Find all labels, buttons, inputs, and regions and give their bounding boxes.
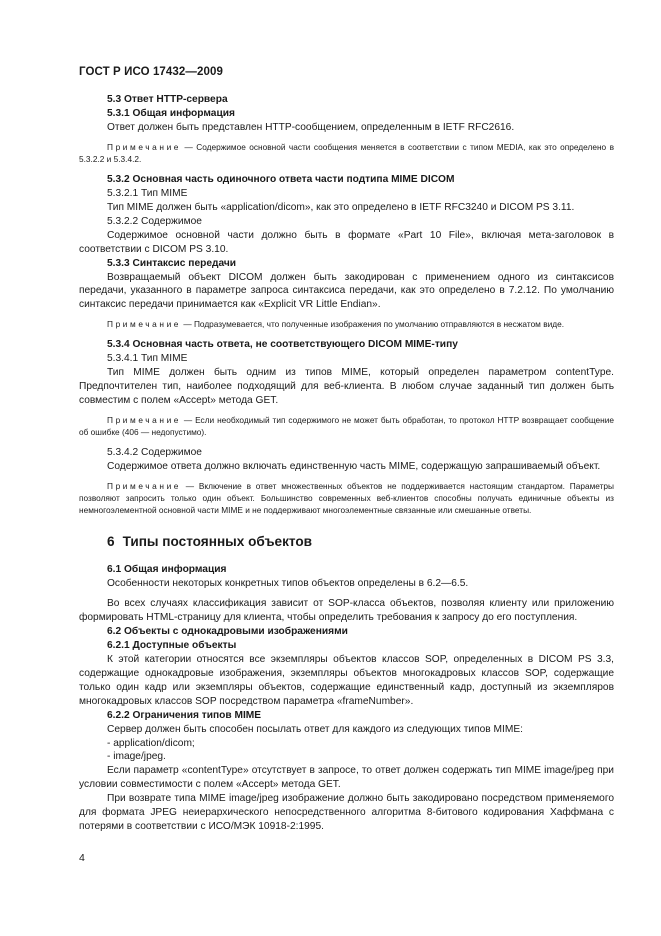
subclause-heading: 5.3.4.2 Содержимое: [107, 447, 202, 459]
subsection-heading: 5.3 Ответ HTTP-сервера: [107, 94, 228, 105]
document-header: ГОСТ Р ИСО 17432—2009: [79, 66, 224, 78]
subsection-heading: 6.2 Объекты с однокадровыми изображениями: [107, 625, 348, 637]
note-label: Примечание: [107, 141, 182, 152]
clause-heading: 5.3.4 Основная часть ответа, не соответствующего DICOM MIME-типу: [107, 339, 458, 351]
section-heading: [79, 533, 614, 551]
body-paragraph: Особенности некоторых конкретных типов объектов определены в 6.2—6.5.: [107, 578, 469, 590]
note-text: — Если необходимый тип содержимого не может быть обработан, то протокол HTTP возвращает сообщение об ошибке (406 — недопустимо).: [79, 415, 614, 438]
note-label: Примечание: [107, 319, 182, 330]
clause-heading: 6.1 Общая информация: [107, 564, 227, 576]
body-paragraph: Тип MIME должен быть «application/dicom», как это определено в IETF RFC3240 и DICOM PS 3.11.: [107, 201, 575, 213]
note-text: — Включение в ответ множественных объектов не поддерживается настоящим стандартом. Параметры позволяют запросить только один объект. Большинство современных веб-клиентов способны получать единичные объекты из немногоэлементной основной части MIME и не поддерживают многоэлементные связанные или смешанные ответы.: [79, 481, 614, 516]
subclause-heading: 5.3.2.2 Содержимое: [107, 215, 202, 227]
body-paragraph: Содержимое основной части должно быть в формате «Part 10 File», включая мета-заголовок в соответствии с DICOM PS 3.10.: [79, 229, 614, 255]
subclause-heading: 5.3.4.1 Тип MIME: [107, 353, 188, 365]
clause-heading: 5.3.3 Синтаксис передачи: [107, 257, 237, 269]
note-text: — Содержимое основной части сообщения меняется в соответствии с типом MEDIA, как это определено в 5.3.2.2 и 5.3.4.2.: [79, 141, 614, 164]
body-paragraph: Сервер должен быть способен посылать ответ для каждого из следующих типов MIME:: [107, 723, 523, 735]
body-paragraph: Содержимое ответа должно включать единственную часть MIME, содержащую запрашиваемый объект.: [107, 461, 601, 473]
body-paragraph: К этой категории относятся все экземпляры объектов классов SOP, определенных в DICOM PS 3.3, содержащие однокадровые изображения, экземпляры объектов многокадровых классов SOP, содержащие только один кадр или экземпляры объектов, содержащие единственный кадр, доступный из экземпляров многокадровых классов SOP посредством параметра «frameNumber».: [79, 653, 614, 707]
body-paragraph: Во всех случаях классификация зависит от SOP-класса объектов, позволяя клиенту или приложению формировать HTML-страницу для клиента, чтобы определить требования к запросу до его поступления.: [79, 597, 614, 623]
clause-heading: 6.2.1 Доступные объекты: [107, 639, 237, 651]
body-paragraph: Возвращаемый объект DICOM должен быть закодирован с применением одного из синтаксисов передачи, указанного в параметре запроса синтаксиса передачи, как это определено в 7.2.12. По умолчанию синтаксис передачи принимается как «Explicit VR Little Endian».: [79, 271, 614, 311]
note-paragraph: [79, 318, 614, 330]
body-paragraph: При возврате типа MIME image/jpeg изображение должно быть закодировано посредством применяемого для формата JPEG неиерархического непосредственного алгоритма 8-битового кодирования Хаффмана с потерями в соответствии с ИСО/МЭК 10918-2:1995.: [79, 793, 614, 833]
note-paragraph: [79, 141, 614, 165]
subclause-heading: 5.3.2.1 Тип MIME: [107, 187, 188, 199]
clause-heading: 6.2.2 Ограничения типов MIME: [107, 709, 262, 721]
note-label: Примечание: [107, 415, 182, 426]
clause-heading: 5.3.2 Основная часть одиночного ответа части подтипа MIME DICOM: [107, 173, 455, 185]
body-paragraph: Ответ должен быть представлен HTTP-сообщением, определенным в IETF RFC2616.: [107, 121, 515, 133]
body-paragraph: Тип MIME должен быть одним из типов MIME, который определен параметром contentType. Предпочтителен тип, наиболее подходящий для веб-клиента. В любом случае заданный тип должен быть совместим с полем «Accept» метода GET.: [79, 367, 614, 407]
section-title: Типы постоянных объектов: [122, 534, 313, 550]
note-text: — Подразумевается, что полученные изображения по умолчанию отправляются в несжатом виде.: [181, 319, 564, 330]
body-paragraph: Если параметр «contentType» отсутствует в запросе, то ответ должен содержать тип MIME image/jpeg при условии совместимости с полем «Accept» метода GET.: [79, 765, 614, 791]
list-item: - image/jpeg.: [107, 751, 166, 763]
page-number: 4: [79, 852, 85, 864]
note-label: Примечание: [107, 481, 182, 492]
clause-heading: 5.3.1 Общая информация: [107, 107, 235, 119]
note-paragraph: [79, 480, 614, 516]
list-item: - application/dicom;: [107, 737, 195, 749]
document-body: [79, 93, 614, 834]
note-paragraph: [79, 414, 614, 438]
section-number: 6: [107, 534, 115, 550]
